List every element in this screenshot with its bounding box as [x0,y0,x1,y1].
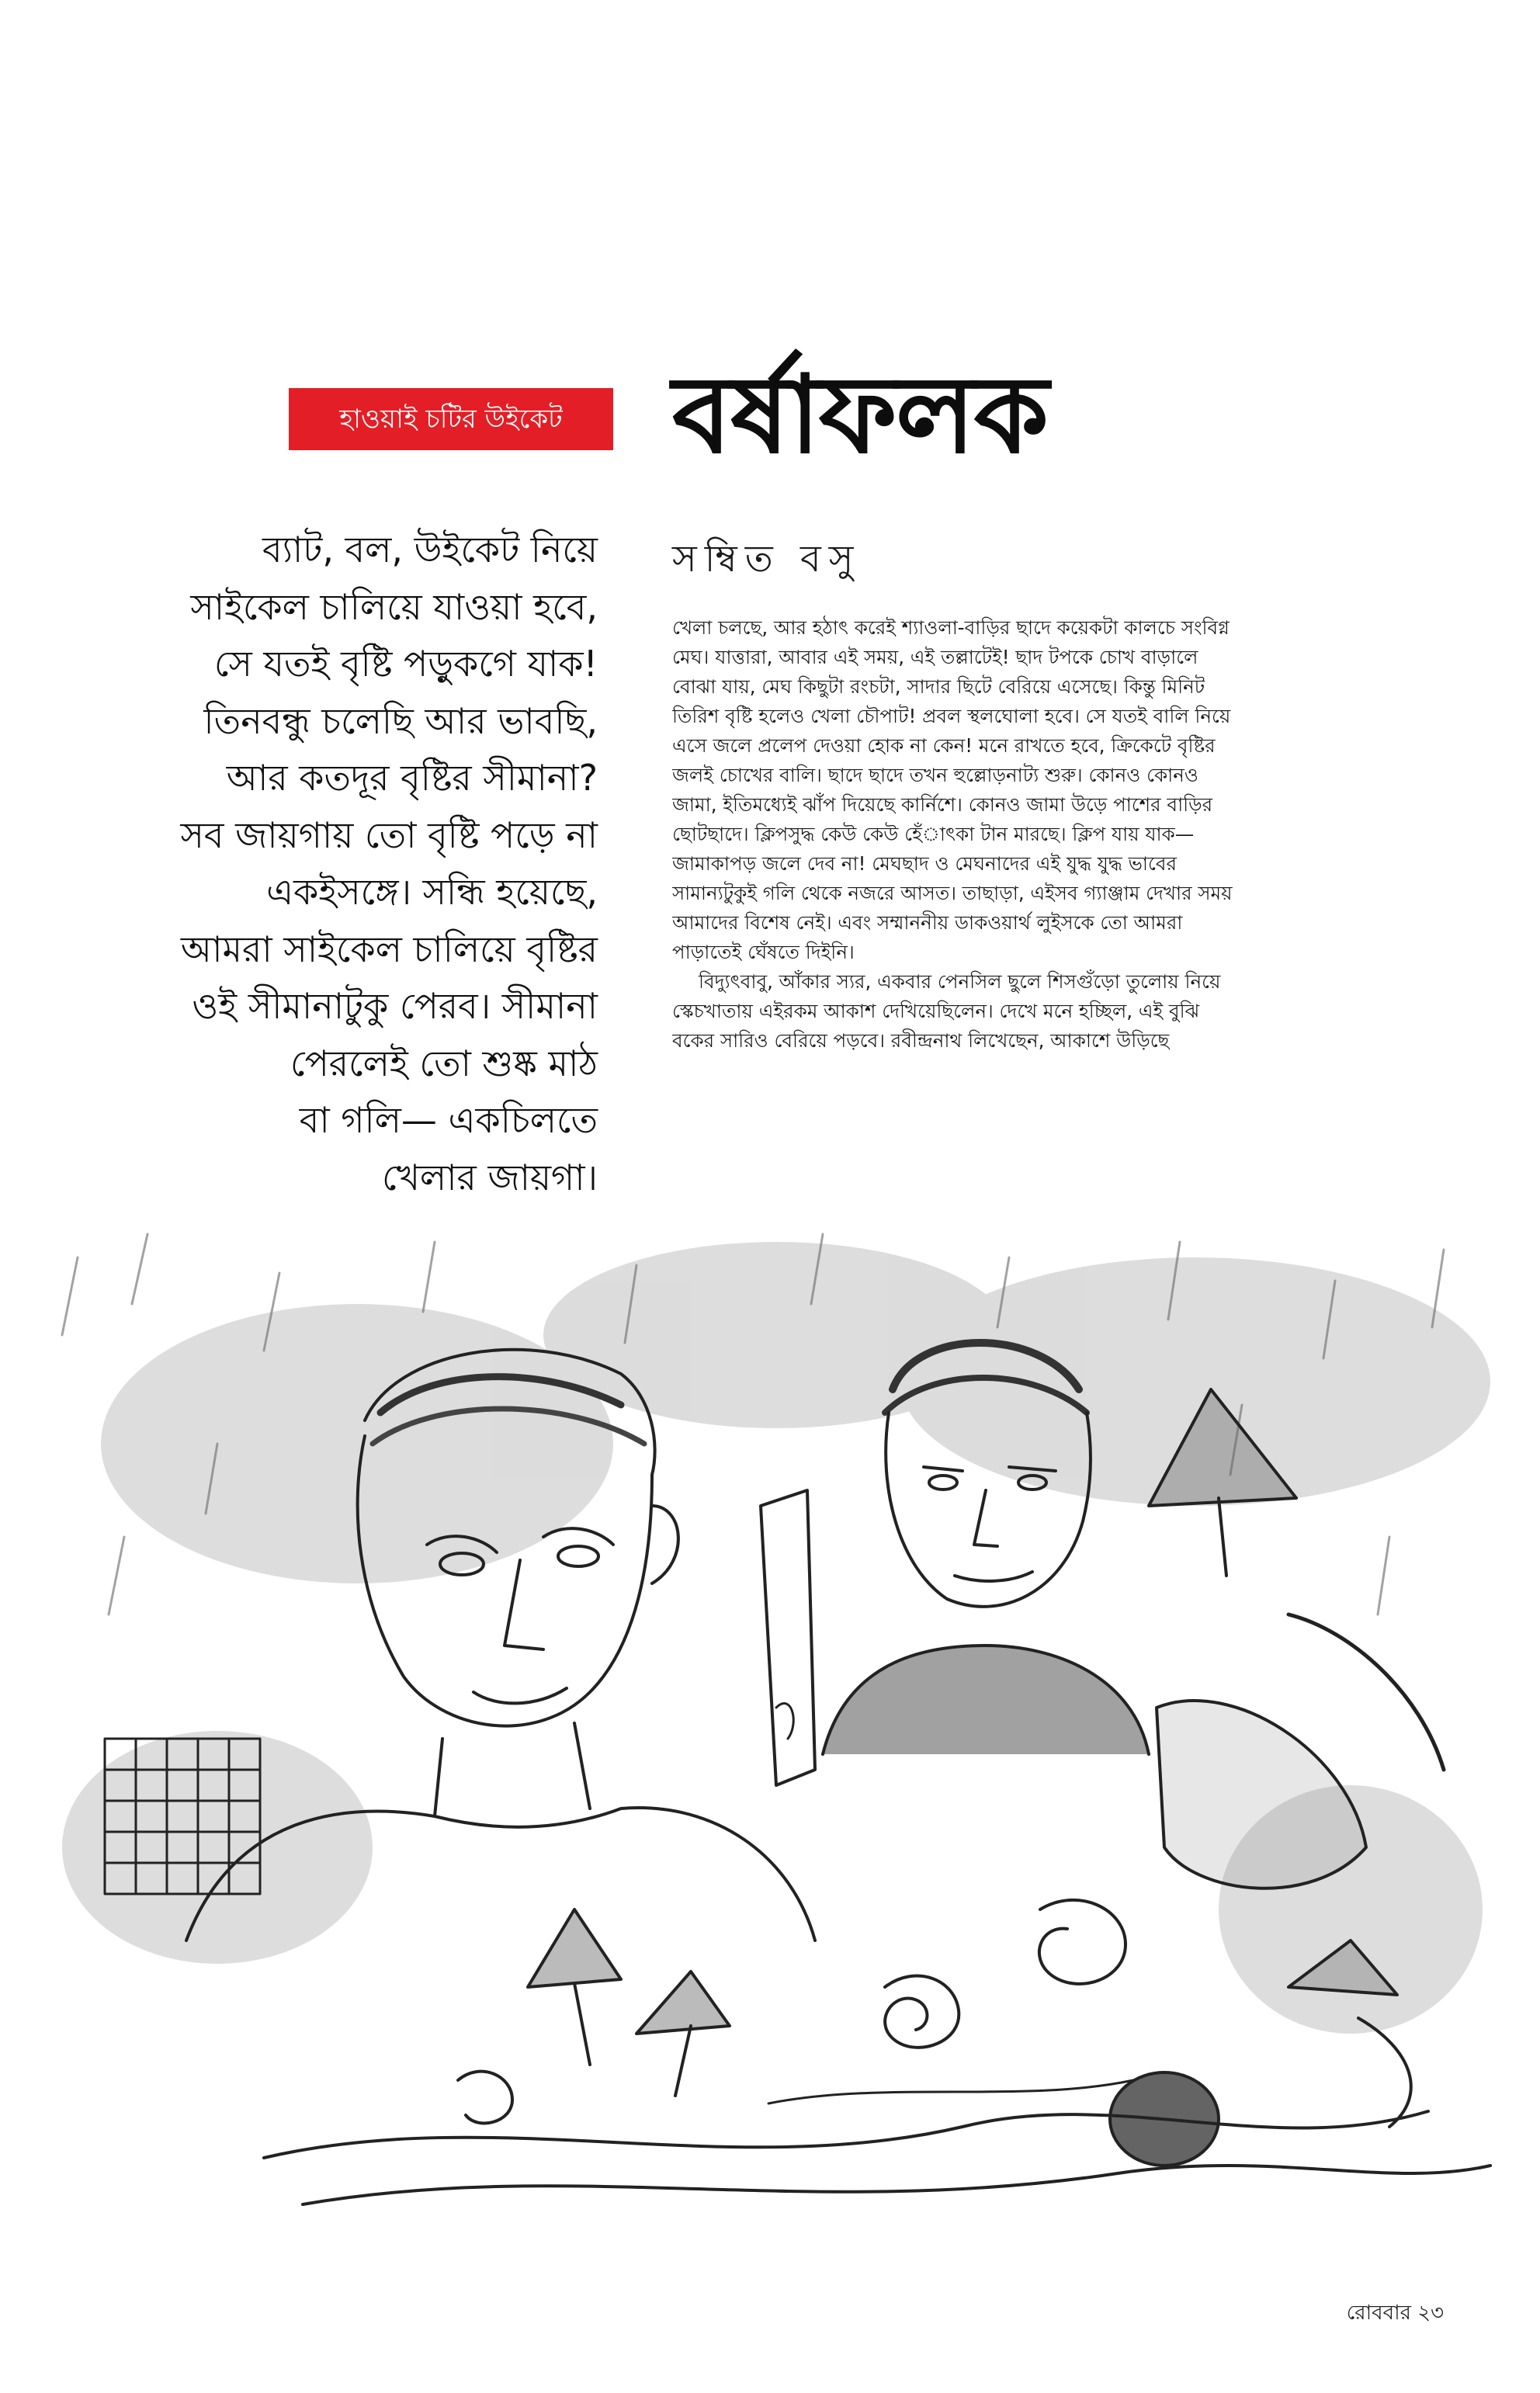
pull-quote-line: পেরলেই তো শুষ্ক মাঠ [290,1042,598,1084]
section-tag [289,388,613,450]
body-line: স্কেচখাতায় এইরকম আকাশ দেখিয়েছিলেন। দেখে মনে হচ্ছিল, এই বুঝি [672,1000,1200,1022]
pull-quote-line: ওই সীমানাটুকু পেরব। সীমানা [192,985,598,1027]
page-footer: রোববার ২৩ [1346,2301,1444,2325]
pull-quote-line: সে যতই বৃষ্টি পড়ুকগে যাক! [213,643,598,685]
article-body [672,613,1452,1056]
pull-quote-line: সাইকেল চালিয়ে যাওয়া হবে, [190,585,598,628]
sketch-illustration [31,1211,1509,2235]
author-byline: সম্বিত বসু [672,537,862,581]
pull-quote-line: সব জায়গায় তো বৃষ্টি পড়ে না [180,813,598,856]
body-line: বিদ্যুৎবাবু, আঁকার স্যর, একবার পেনসিল ছুলে শিসগুঁড়ো তুলোয় নিয়ে [699,970,1221,993]
body-line: ছোটছাদে। ক্লিপসুদ্ধ কেউ কেউ হেঁাৎকা টান মারছে। ক্লিপ যায় যাক— [672,823,1195,845]
body-line: বকের সারিও বেরিয়ে পড়বে। রবীন্দ্রনাথ লিখেছেন, আকাশে উড়িছে [672,1029,1170,1052]
pull-quote-line: আমরা সাইকেল চালিয়ে বৃষ্টির [180,928,598,970]
body-line: জলই চোখের বালি। ছাদে ছাদে তখন হুল্লোড়নাট্য শুরু। কোনও কোনও [672,764,1198,786]
body-line: বোঝা যায়, মেঘ কিছুটা রংচটা, সাদার ছিটে বেরিয়ে এসেছে। কিন্তু মিনিট [672,675,1205,698]
body-line: তিরিশ বৃষ্টি হলেও খেলা চৌপাট! প্রবল স্থলঘোলা হবে। সে যতই বালি নিয়ে [672,705,1231,727]
body-line: আমাদের বিশেষ নেই। এবং সম্মাননীয় ডাকওয়ার্থ লুইসকে তো আমরা [672,911,1183,934]
pull-quote [70,522,598,1206]
pull-quote-line: খেলার জায়গা। [382,1156,598,1198]
body-line: খেলা চলছে, আর হঠাৎ করেই শ্যাওলা-বাড়ির ছাদে কয়েকটা কালচে সংবিগ্ন [672,616,1230,639]
article-title: বর্ষাফলক [672,352,1048,477]
body-line: পাড়াতেই ঘেঁষতে দিইনি। [672,941,855,963]
pull-quote-line: আর কতদূর বৃষ্টির সীমানা? [226,757,598,799]
body-line: এসে জলে প্রলেপ দেওয়া হোক না কেন! মনে রাখতে হবে, ক্রিকেটে বৃষ্টির [672,734,1216,757]
body-line: জামাকাপড় জলে দেব না! মেঘছাদ ও মেঘনাদের এই যুদ্ধ যুদ্ধ ভাবের [672,852,1177,875]
body-line: মেঘ। যাত্তারা, আবার এই সময়, এই তল্লাটেই! ছাদ টপকে চোখ বাড়ালে [672,646,1198,668]
section-tag-text: হাওয়াই চটির উইকেট [339,404,563,435]
body-line: জামা, ইতিমধ্যেই ঝাঁপ দিয়েছে কার্নিশে। কোনও জামা উড়ে পাশের বাড়ির [672,793,1213,816]
pull-quote-line: ব্যাট, বল, উইকেট নিয়ে [262,529,598,571]
body-line: সামান্যটুকুই গলি থেকে নজরে আসত। তাছাড়া, এইসব গ্যাঞ্জাম দেখার সময় [672,882,1233,904]
pull-quote-line: তিনবন্ধু চলেছি আর ভাবছি, [203,699,598,742]
pull-quote-line: বা গলি— একচিলতে [299,1099,598,1141]
pull-quote-line: একইসঙ্গে। সন্ধি হয়েছে, [266,871,598,913]
